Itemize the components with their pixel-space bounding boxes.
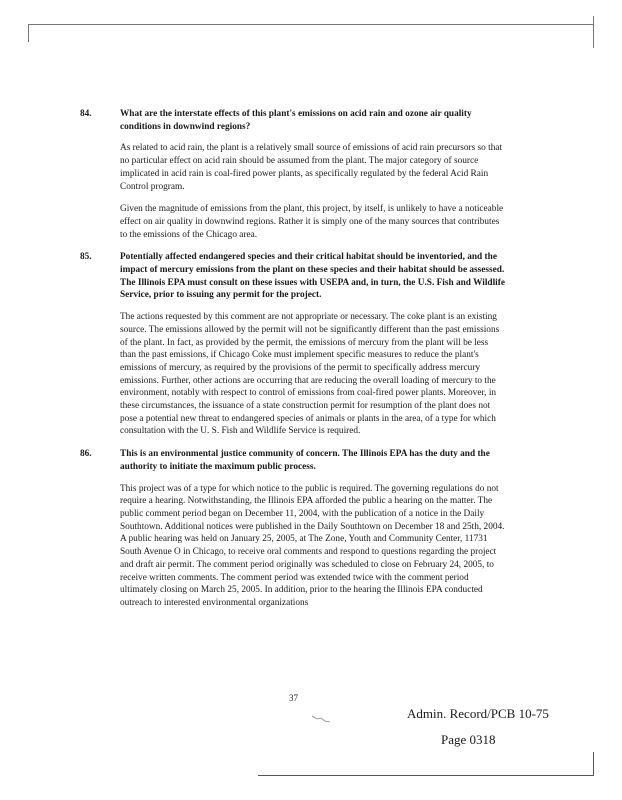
question-85: [80, 251, 506, 438]
question-text: Potentially affected endangered species and their critical habitat should be inventoried, and the impact of mercury emissions from the plant on these species and their habitat should be assessed. The Illinois EPA must consult on these issues with USEPA and, in turn, the U.S. Fish and Wildlife Service, prior to issuing any permit for the project.: [120, 252, 505, 301]
page-number: 37: [289, 693, 298, 703]
answer: [120, 311, 506, 438]
scan-mark-icon: [311, 714, 331, 724]
question-text: This is an environmental justice community of concern. The Illinois EPA has the duty and the authority to initiate the maximum public process.: [120, 449, 490, 472]
question-number: 84.: [80, 109, 92, 119]
question-84: [80, 108, 506, 241]
scan-border-right: [593, 16, 594, 48]
answer: [120, 483, 506, 610]
question-number: 86.: [80, 449, 92, 460]
scan-border-bottom: [258, 775, 594, 776]
admin-page-stamp: Page 0318: [441, 732, 496, 747]
answer-paragraph: As related to acid rain, the plant is a relatively small source of emissions of acid rain precursors so that no particular effect on acid rain should be assumed from the plant. The major category of source implicated in acid rain is coal-fired power plants, as specifically regulated by the federal Acid Rain Control program.: [120, 143, 503, 192]
admin-record-stamp: Admin. Record/PCB 10-75: [407, 706, 549, 721]
scan-border-left: [28, 24, 29, 42]
answer-paragraph: This project was of a type for which notice to the public is required. The governing regulations do not require a hearing. Notwithstanding, the Illinois EPA afforded the public a hearing on the matter. The public comment period began on December 11, 2004, with the publication of a notice in the Daily Southtown. Additional notices were published in the Daily Southtown on December 18 and 25th, 2004. A public hearing was held on January 25, 2005, at The Zone, Youth and Community Center, 11731 South Avenue O in Chicago, to receive oral comments and respond to questions regarding the project and draft air permit. The comment period originally was scheduled to close on February 24, 2005, to receive written comments. The comment period was extended twice with the comment period ultimately closing on March 25, 2005. In addition, prior to the hearing the Illinois EPA conducted outreach to interested environmental organizations: [120, 483, 505, 608]
question-text: What are the interstate effects of this plant's emissions on acid rain and ozone air quality conditions in downwind regions?: [120, 109, 472, 132]
scan-border-top: [28, 24, 594, 25]
answer: [120, 142, 506, 241]
document-body: [80, 108, 506, 620]
answer-paragraph: The actions requested by this comment are not appropriate or necessary. The coke plant is an existing source. The emissions allowed by the permit will not be significantly different than the past emissions of the plant. In fact, as provided by the permit, the emissions of mercury from the plant will be less than the past emissions, if Chicago Coke must implement specific measures to reduce the plant's emissions of mercury, as required by the provisions of the permit to specifically address mercury emissions. Further, other actions are occurring that are reducing the overall loading of mercury to the environment, notably with respect to control of emissions from coal-fired power plants. Moreover, in these circumstances, the issuance of a state construction permit for resumption of the plant does not pose a potential new threat to endangered species of animals or plants in the area, of a type for which consultation with the U. S. Fish and Wildlife Service is required.: [120, 312, 500, 437]
scan-border-bottom-right: [593, 752, 594, 776]
question-number: 85.: [80, 252, 92, 263]
answer-paragraph: Given the magnitude of emissions from the plant, this project, by itself, is unlikely to have a noticeable effect on air quality in downwind regions. Rather it is simply one of the many sources that contributes to the emissions of the Chicago area.: [120, 204, 504, 240]
question-86: [80, 448, 506, 609]
